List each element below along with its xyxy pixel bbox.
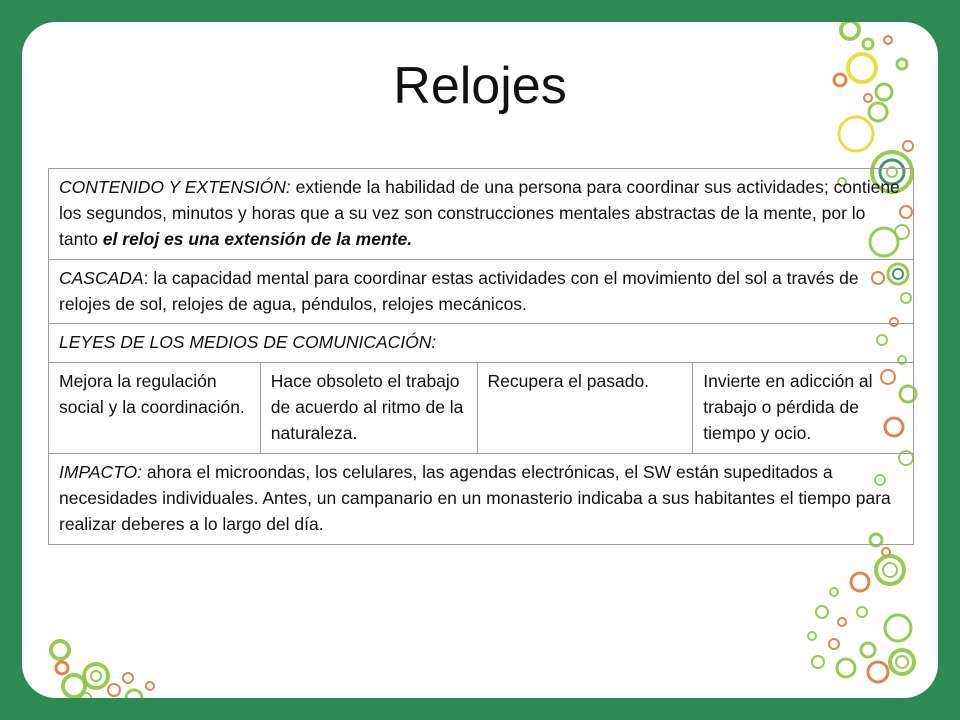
label-contenido: CONTENIDO Y EXTENSIÓN: (59, 177, 291, 197)
ring-decoration (861, 643, 875, 657)
ring-decoration (839, 117, 873, 151)
ring-decoration (91, 671, 101, 681)
ring-decoration (63, 675, 85, 697)
ring-decoration (146, 682, 154, 690)
ring-decoration (863, 39, 873, 49)
cell-leyes (49, 324, 914, 363)
ring-decoration (884, 36, 892, 44)
ring-decoration (903, 141, 913, 151)
ring-decoration (883, 563, 897, 577)
label-impacto: IMPACTO: (59, 462, 142, 483)
text-contenido: extiende la habilidad de una persona para coordinar sus actividades; contiene los segundos, minutos y horas que a su vez son construcciones mentales abstractas de la mente, por lo tanto (59, 177, 900, 249)
ring-decoration (816, 606, 828, 618)
cell-cascada (49, 259, 914, 324)
ring-decoration (108, 684, 120, 696)
cell-obsoleto: Hace obsoleto el trabajo de acuerdo al ritmo de la naturaleza. (260, 363, 477, 454)
slide-title: Relojes (393, 57, 567, 115)
ring-decoration (812, 656, 824, 668)
cell-contenido (49, 169, 914, 260)
text-cascada: : la capacidad mental para coordinar estas actividades con el movimiento del sol a través de relojes de sol, relojes de agua, péndulos, relojes mecánicos. (59, 267, 859, 314)
ring-decoration (126, 690, 142, 698)
ring-decoration (56, 662, 68, 674)
text-impacto: ahora el microondas, los celulares, las agendas electrónicas, el SW están supeditados a necesidades individuales. Antes, un campanario en un monasterio indicaba a sus habitantes el tiempo para realizar deberes a lo largo del día. (59, 462, 891, 534)
ring-decoration (830, 588, 838, 596)
row-contenido (49, 169, 914, 260)
ring-decoration (837, 659, 855, 677)
ring-decoration (829, 639, 839, 649)
cell-impacto (49, 454, 914, 545)
ring-decoration (890, 650, 914, 674)
slide-panel (22, 22, 938, 698)
ring-decoration (851, 573, 869, 591)
label-leyes: LEYES DE LOS MEDIOS DE COMUNICACIÓN: (59, 332, 437, 353)
emphasis-contenido: el reloj es una extensión de la mente. (102, 228, 413, 249)
row-leyes (49, 324, 914, 363)
ring-decoration (81, 693, 91, 698)
row-cascada (49, 259, 914, 324)
ring-decoration (876, 556, 904, 584)
ring-decoration (896, 656, 908, 668)
ring-decoration (885, 615, 911, 641)
ring-decoration (123, 673, 133, 683)
label-cascada: CASCADA (59, 267, 144, 288)
ring-decoration (841, 22, 859, 39)
ring-decoration (84, 664, 108, 688)
content-table (48, 168, 914, 545)
cell-mejora: Mejora la regulación social y la coordinación. (49, 363, 261, 454)
cell-invierte: Invierte en adicción al trabajo o pérdida de tiempo y ocio. (693, 363, 914, 454)
ring-decoration (51, 641, 69, 659)
ring-decoration (808, 632, 816, 640)
ring-decoration (868, 662, 888, 682)
row-leyes-cells (49, 363, 914, 454)
ring-decoration (857, 607, 867, 617)
row-impacto (49, 454, 914, 545)
ring-decoration (838, 618, 846, 626)
cell-recupera: Recupera el pasado. (477, 363, 693, 454)
